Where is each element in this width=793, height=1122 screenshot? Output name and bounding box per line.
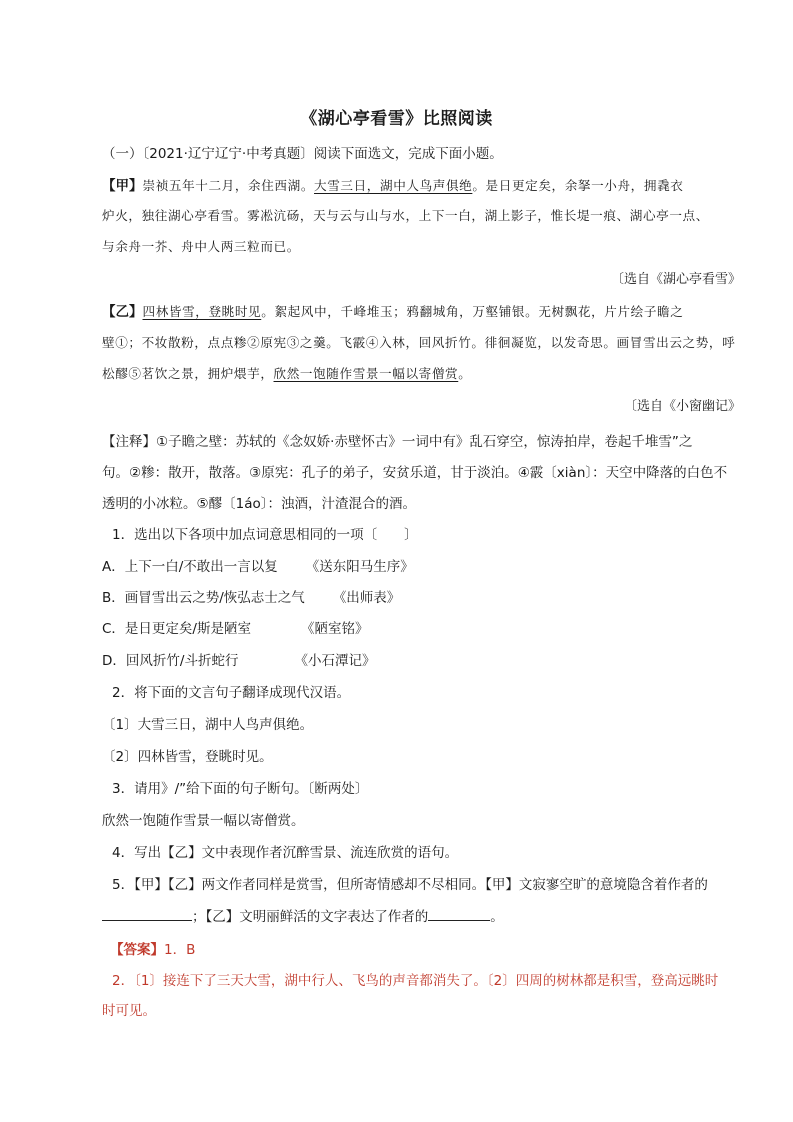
yi-text-1b: 。絮起风中，千峰堆玉；鸦翻城角，万壑铺银。无树飘花，片片绘子瞻之 (261, 304, 684, 319)
q5-line-1: 5．【甲】【乙】两文作者同样是赏雪，但所寄情感却不尽相同。【甲】文寂寥空旷的意境隐含着作者的 (112, 877, 708, 893)
q1-option-d (102, 650, 375, 672)
q2-stem: 2．将下面的文言句子翻译成现代汉语。 (112, 685, 351, 701)
jia-line-2: 炉火，独往湖心亭看雪。雾凇沆砀，天与云与山与水，上下一白，湖上影子，惟长堤一痕、湖心亭一点、 (102, 208, 709, 223)
q3-text: 欣然一饱随作雪景一幅以寄僧赏。 (102, 813, 305, 829)
answer-label: 【答案】 (110, 942, 164, 958)
jia-underlined-sentence: 大雪三日，湖中人鸟声俱绝 (314, 178, 473, 193)
q1-option-a-source: 《送东阳马生序》 (305, 559, 414, 575)
q2-sentence-2: 〔2〕四林皆雪，登眺时见。 (102, 749, 273, 765)
q5-line-2 (102, 906, 504, 928)
yi-text-3b: 。 (458, 366, 472, 381)
yi-line-3 (102, 363, 471, 385)
yi-underlined-sentence: 四林皆雪，登眺时见 (142, 304, 262, 319)
q3-stem: 3．请用》/”给下面的句子断句。〔断两处〕 (112, 781, 369, 797)
answer-1: 1．B (164, 942, 196, 958)
notes-line-3: 透明的小冰粒。⑤醪〔1áo〕：浊酒，汁渣混合的酒。 (102, 496, 416, 512)
q1-option-d-source: 《小石潭记》 (294, 653, 376, 669)
q2-sentence-1: 〔1〕大雪三日，湖中人鸟声俱绝。 (102, 717, 314, 733)
q4-stem: 4．写出【乙】文中表现作者沉醉雪景、流连欣赏的语句。 (112, 845, 459, 861)
yi-text-3a: 松醪⑤茗饮之景，拥炉煨芋， (102, 366, 274, 381)
q5-blank-2[interactable] (428, 906, 490, 921)
jia-line-3: 与余舟一芥、舟中人两三粒而已。 (102, 239, 300, 254)
q5-text-2b: 。 (490, 909, 504, 925)
yi-source: 〔选自《小窗幽记》 (623, 399, 741, 414)
jia-source: 〔选自《湖心亭看雪》 (610, 272, 741, 287)
page-title: 《湖心亭看雪》比照阅读 (300, 109, 493, 129)
q1-option-d-text: D．回风折竹/斗折蛇行 (102, 653, 239, 669)
yi-tag: 【乙】 (102, 304, 143, 320)
q1-option-a-text: A．上下一白/不敢出一言以复 (102, 559, 278, 575)
q1-option-b-text: B．画冒雪出云之势/恢弘志士之气 (102, 590, 305, 606)
q5-blank-1[interactable] (102, 906, 192, 921)
q1-stem: 1．选出以下各项中加点词意思相同的一项〔 〕 (112, 527, 418, 543)
q1-option-b (102, 587, 400, 609)
jia-text-1a: 崇祯五年十二月，余住西湖。 (142, 178, 315, 193)
answer-2-line-1: 2．〔1〕接连下了三天大雪，湖中行人、飞鸟的声音都消失了。〔2〕四周的树林都是积雪，登高远眺时 (112, 973, 719, 989)
jia-text-1b: 。是日更定矣，余拏一小舟，拥毳衣 (472, 178, 684, 193)
yi-line-2: 壁①；不妆散粉，点点糁②原宪③之羹。飞霰④入林，回风折竹。徘徊凝览，以发奇思。画冒雪出云之势，呼 (102, 335, 736, 350)
q1-option-b-source: 《出师表》 (332, 590, 401, 606)
yi-underlined-ending: 欣然一饱随作雪景一幅以寄僧赏 (273, 366, 459, 381)
notes-line-1: 【注释】①子瞻之壁：苏轼的《念奴娇·赤壁怀古》一词中有》乱石穿空，惊涛拍岸，卷起千堆雪”之 (102, 434, 693, 450)
q5-text-2a: ；【乙】文明丽鲜活的文字表达了作者的 (192, 909, 429, 925)
q1-option-c-text: C．是日更定矣/斯是陋室 (102, 621, 251, 637)
q1-option-c-source: 《陋室铭》 (300, 621, 369, 637)
answer-2-line-2: 时可见。 (102, 1003, 156, 1019)
notes-line-2: 句。②糁：散开，散落。③原宪：孔子的弟子，安贫乐道，甘于淡泊。④霰〔xiàn〕：天空中降落的白色不 (102, 465, 728, 481)
answer-line-1 (110, 939, 195, 961)
yi-line-1 (102, 301, 683, 323)
jia-line-1 (102, 175, 683, 197)
q1-option-a (102, 556, 414, 578)
jia-tag: 【甲】 (102, 178, 143, 194)
intro-line: （一）〔2021·辽宁辽宁·中考真题〕阅读下面选文，完成下面小题。 (102, 146, 503, 162)
q1-option-c (102, 618, 368, 640)
